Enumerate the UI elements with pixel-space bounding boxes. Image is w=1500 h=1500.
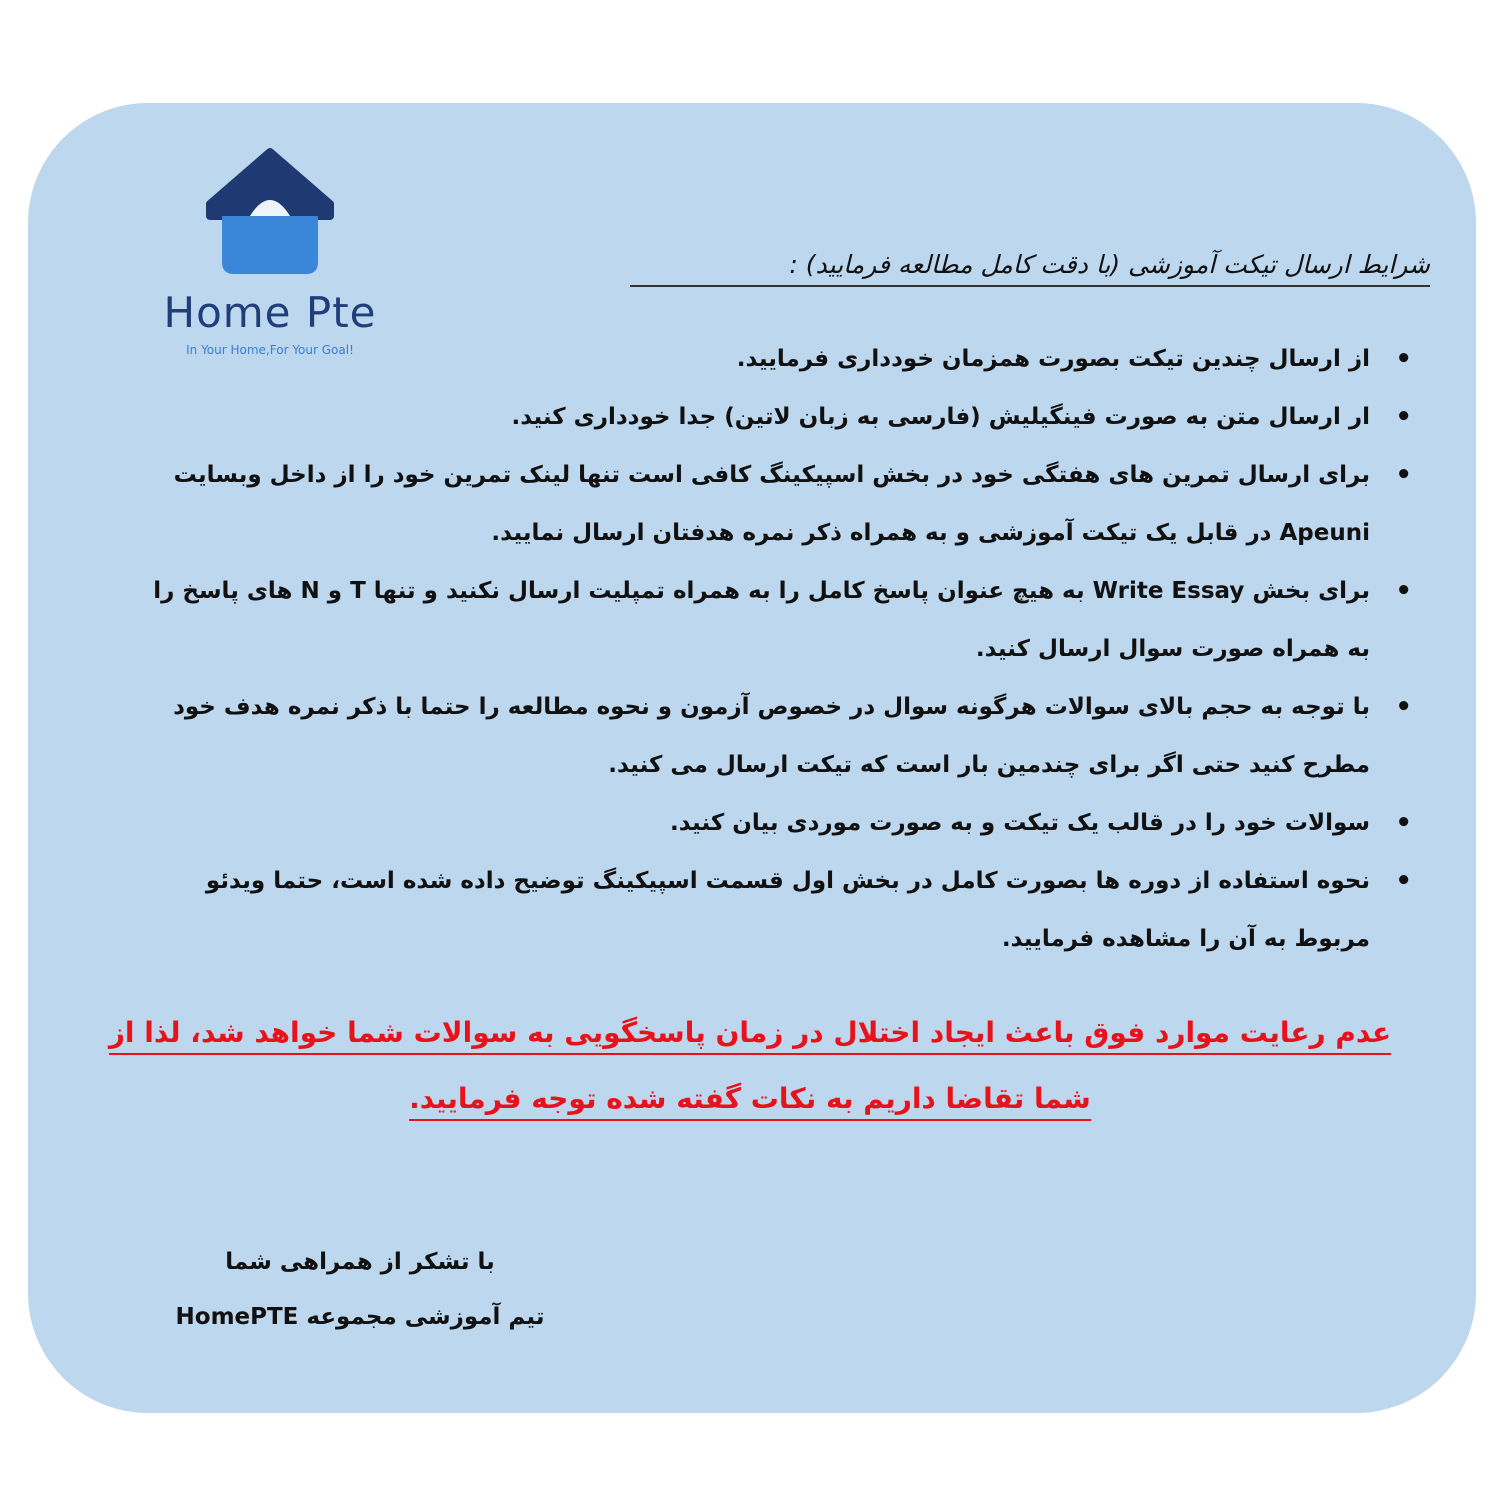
list-item: [125, 330, 1412, 388]
bullet-icon: •: [1395, 402, 1412, 432]
rule-text: برای ارسال تمرین های هفتگی خود در بخش اسپیکینگ کافی است تنها لینک تمرین خود را از داخل وبسایت Apeuni در قابل یک تیکت آموزشی و به همراه ذکر نمره هدفتان ارسال نمایید.: [173, 462, 1370, 546]
list-item: [125, 852, 1412, 968]
team-text: تیم آموزشی مجموعه HomePTE: [175, 1304, 545, 1330]
rule-text: از ارسال چندین تیکت بصورت همزمان خودداری فرمایید.: [736, 346, 1370, 372]
closing-signature: [150, 1235, 570, 1345]
bullet-icon: •: [1395, 460, 1412, 490]
list-item: [125, 388, 1412, 446]
rule-text: با توجه به حجم بالای سوالات هرگونه سوال در خصوص آزمون و نحوه مطالعه را حتما با ذکر نمره هدف خود مطرح کنید حتی اگر برای چندمین بار است که تیکت ارسال می کنید.: [173, 694, 1370, 778]
warning-message: [100, 1000, 1400, 1132]
rule-text: برای بخش Write Essay به هیچ عنوان پاسخ کامل را به همراه تمپلیت ارسال نکنید و تنها T و N های پاسخ را به همراه صورت سوال ارسال کنید.: [153, 578, 1370, 662]
rule-text: نحوه استفاده از دوره ها بصورت کامل در بخش اول قسمت اسپیکینگ توضیح داده شده است، حتما ویدئو مربوط به آن را مشاهده فرمایید.: [205, 868, 1370, 952]
list-item: [125, 446, 1412, 562]
thanks-text: با تشکر از همراهی شما: [225, 1249, 495, 1275]
bullet-icon: •: [1395, 808, 1412, 838]
rule-text: سوالات خود را در قالب یک تیکت و به صورت موردی بیان کنید.: [670, 810, 1370, 836]
logo-name: Home Pte: [163, 288, 377, 337]
bullet-icon: •: [1395, 344, 1412, 374]
warning-text: عدم رعایت موارد فوق باعث ایجاد اختلال در زمان پاسخگویی به سوالات شما خواهد شد، لذا از شما تقاضا داریم به نکات گفته شده توجه فرمایید.: [109, 1016, 1391, 1121]
rule-text: ار ارسال متن به صورت فینگیلیش (فارسی به زبان لاتین) جدا خودداری کنید.: [511, 404, 1370, 430]
list-item: [125, 794, 1412, 852]
house-icon: [200, 144, 340, 284]
page-heading: شرایط ارسال تیکت آموزشی (با دقت کامل مطالعه فرمایید) :: [630, 250, 1430, 287]
bullet-icon: •: [1395, 692, 1412, 722]
list-item: [125, 562, 1412, 678]
list-item: [125, 678, 1412, 794]
logo-slogan: In Your Home,For Your Goal!: [186, 343, 354, 357]
bullet-icon: •: [1395, 866, 1412, 896]
rules-list: [125, 330, 1412, 968]
bullet-icon: •: [1395, 576, 1412, 606]
